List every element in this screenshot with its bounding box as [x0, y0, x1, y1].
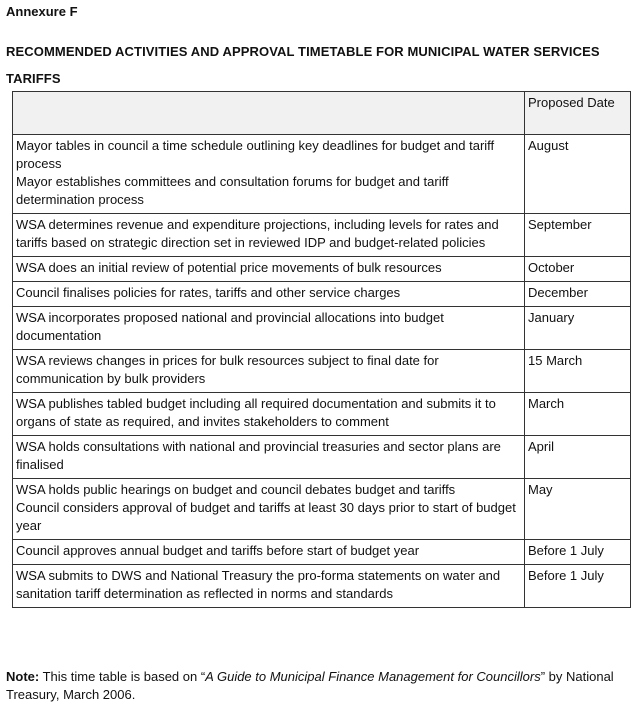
activity-text: WSA holds consultations with national and provincial treasuries and sector plans are finalised: [16, 439, 501, 472]
table-row: [13, 307, 631, 350]
note-text-after: ” by National Treasury, March 2006.: [6, 669, 614, 702]
proposed-date-cell: Before 1 July: [525, 540, 631, 565]
table-row: [13, 565, 631, 608]
table-row: [13, 350, 631, 393]
table-row: [13, 393, 631, 436]
proposed-date-cell: January: [525, 307, 631, 350]
activity-cell: [13, 282, 525, 307]
proposed-date-cell: August: [525, 135, 631, 214]
table-row: [13, 135, 631, 214]
note-text-before: This time table is based on “: [39, 669, 206, 684]
proposed-date-cell: 15 March: [525, 350, 631, 393]
table-row: [13, 436, 631, 479]
activity-text: WSA incorporates proposed national and provincial allocations into budget documentation: [16, 310, 444, 343]
proposed-date-cell: September: [525, 214, 631, 257]
proposed-date-cell: October: [525, 257, 631, 282]
table-row: [13, 540, 631, 565]
activity-cell: [13, 393, 525, 436]
activity-text: WSA submits to DWS and National Treasury the pro-forma statements on water and sanitation tariff determination as reflected in norms and standards: [16, 568, 501, 601]
activity-cell: [13, 307, 525, 350]
activity-text: WSA reviews changes in prices for bulk resources subject to final date for communication by bulk providers: [16, 353, 439, 386]
activity-text: WSA determines revenue and expenditure projections, including levels for rates and tariffs based on strategic direction set in reviewed IDP and budget-related policies: [16, 217, 499, 250]
document-title: RECOMMENDED ACTIVITIES AND APPROVAL TIMETABLE FOR MUNICIPAL WATER SERVICES TARIFFS: [6, 44, 600, 86]
proposed-date-cell: May: [525, 479, 631, 540]
activity-text: Council approves annual budget and tariffs before start of budget year: [16, 543, 420, 558]
activity-cell: [13, 436, 525, 479]
activity-cell: [13, 350, 525, 393]
activity-cell: [13, 214, 525, 257]
proposed-date-cell: December: [525, 282, 631, 307]
activity-text: Council considers approval of budget and tariffs at least 30 days prior to start of budget year: [16, 500, 516, 533]
timetable-table: [12, 91, 631, 608]
table-row: [13, 282, 631, 307]
proposed-date-cell: March: [525, 393, 631, 436]
table-header-row: [13, 92, 631, 135]
activity-cell: [13, 257, 525, 282]
activity-text: Mayor tables in council a time schedule outlining key deadlines for budget and tariff process: [16, 138, 495, 171]
activity-text: Council finalises policies for rates, tariffs and other service charges: [16, 285, 401, 300]
table-row: [13, 257, 631, 282]
proposed-date-column-header: Proposed Date: [525, 92, 631, 135]
proposed-date-cell: Before 1 July: [525, 565, 631, 608]
activity-cell: [13, 540, 525, 565]
activity-text: WSA does an initial review of potential price movements of bulk resources: [16, 260, 442, 275]
activity-cell: [13, 135, 525, 214]
table-row: [13, 214, 631, 257]
footnote: [6, 668, 632, 704]
note-source-title: A Guide to Municipal Finance Management for Councillors: [205, 669, 541, 684]
activity-text: WSA publishes tabled budget including all required documentation and submits it to organs of state as required, and invites stakeholders to comment: [16, 396, 496, 429]
annexure-label: Annexure F: [6, 4, 78, 19]
activity-column-header: [13, 92, 525, 135]
table-row: [13, 479, 631, 540]
activity-text: Mayor establishes committees and consultation forums for budget and tariff determination process: [16, 174, 449, 207]
table-body: [13, 135, 631, 608]
proposed-date-cell: April: [525, 436, 631, 479]
note-label: Note:: [6, 669, 40, 684]
activity-cell: [13, 565, 525, 608]
activity-text: WSA holds public hearings on budget and council debates budget and tariffs: [16, 482, 456, 497]
activity-cell: [13, 479, 525, 540]
